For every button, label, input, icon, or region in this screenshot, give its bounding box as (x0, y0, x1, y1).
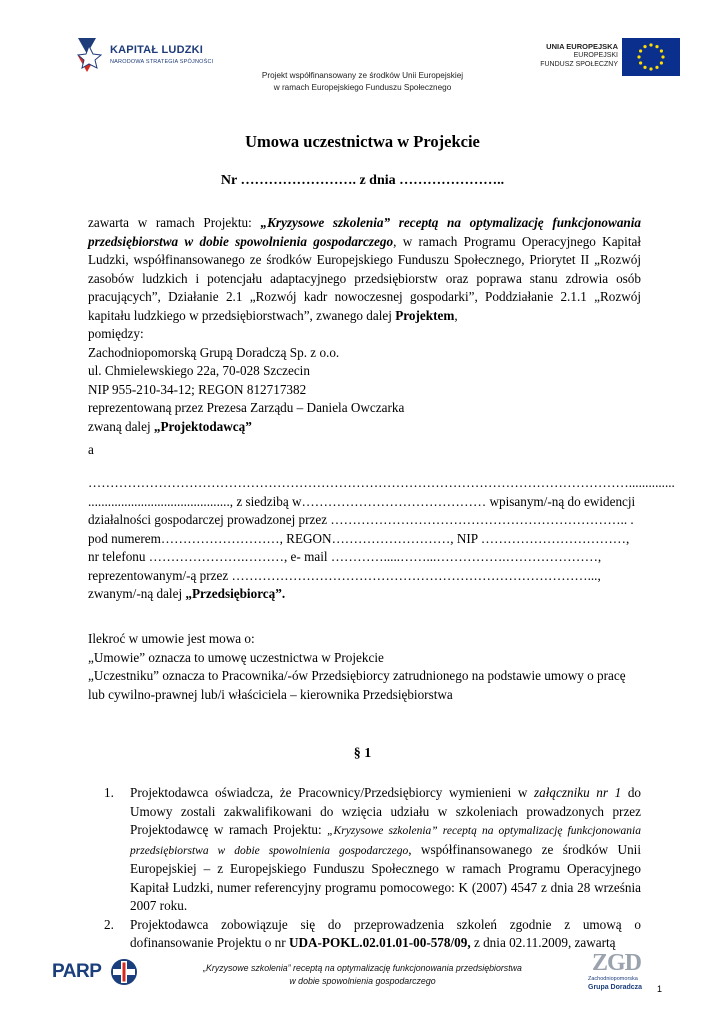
kapital-ludzki-subtitle: NARODOWA STRATEGIA SPÓJNOŚCI (110, 59, 214, 65)
company-representative: reprezentowaną przez Prezesa Zarządu – Daniela Owczarka (88, 400, 405, 415)
item-2-text-a: Projektodawca zobowiązuje się do przeprowadzenia szkoleń zgodnie z umową o dofinansowanie Projektu o nr (130, 916, 641, 950)
intro-text-a: zawarta w ramach Projektu: (88, 215, 261, 230)
fill-line-3: działalności gospodarczej prowadzonej przez ………………………………………………………….. . (88, 512, 634, 527)
kapital-ludzki-star-icon (74, 34, 104, 74)
footer-project-name (170, 962, 555, 988)
parp-emblem-icon (110, 957, 138, 987)
definitions (88, 630, 641, 704)
cofinance-line-2: w ramach Europejskiego Funduszu Społecznego (273, 83, 452, 92)
alias-prefix-2: zwanym/-ną dalej (88, 586, 186, 601)
zgd-line-1: Zachodniopomorska (588, 976, 638, 982)
item-number: 1. (104, 785, 114, 800)
attachment-ref: załączniku nr 1 (534, 785, 622, 800)
section-sign: § 1 (353, 746, 372, 761)
item-1-text-c: , współfinansowanego ze środków Unii Europejskiej – z Europejskiego Funduszu Społecznego w ramach Programu Operacyjnego Kapitał Ludzki, numer referencyjny programu pomocowego: K (2007) 4547 z dnia 28 września 2007 roku. (130, 841, 642, 913)
party-two-fill-in (88, 474, 675, 604)
project-name: „Kryzysowe szkolenia” receptą na optymalizację funkcjonowania przedsiębiorstwa w dobie spowolnienia gospodarczego (88, 215, 642, 249)
parp-text: PARP (52, 961, 102, 982)
section-1-list (88, 784, 641, 953)
definition-uczestnik: „Uczestniku” oznacza to Pracownika/-ów Przedsiębiorcy zatrudnionego na podstawie umowy o pracę lub cywilno-prawnej lub/i właściciela – kierownika Przedsiębiorstwa (88, 668, 626, 702)
fill-line-2: ..........................................., z siedzibą w…………………………………… wpisanym/-ną do ewidencji (88, 493, 636, 509)
item-2-text-b: z dnia 02.11.2009, zawartą (470, 935, 616, 950)
intro-text-b: , w ramach Programu Operacyjnego Kapitał Ludzki, współfinansowanego ze środków Europejskiego Funduszu Społecznego, Priorytet II „Rozwój zasobów ludzkich i potencjału adaptacyjnego przedsiębiorstw oraz poprawa stanu zdrowia osób pracujących”, Działanie 2.1 „Rozwój kadr nowoczesnej gospodarki”, Poddziałanie 2.1.1 „Rozwój kapitału ludzkiego w przedsiębiorstwach”, zwanego dalej (88, 233, 641, 323)
page-number: 1 (657, 984, 663, 994)
fill-line-6: reprezentowanym/-ą przez ………………………………………………………………………..., (88, 567, 601, 583)
list-item (88, 916, 641, 953)
item-1-text-a: Projektodawca oświadcza, że Pracownicy/Przedsiębiorcy wymienieni w (130, 785, 534, 800)
between-label: pomiędzy: (88, 326, 144, 341)
fill-line-5: nr telefonu ………………….………, e- mail ………….....……...…………….…………………, (88, 549, 602, 564)
footer-line-2: w dobie spowolnienia gospodarczego (289, 976, 436, 986)
footer-line-1: „Kryzysowe szkolenia” receptą na optymalizację funkcjonowania przedsiębiorstwa (203, 963, 522, 973)
document-number-line: Nr ……………………. z dnia ………………….. (220, 173, 505, 188)
list-item (88, 784, 641, 916)
definitions-intro: Ilekroć w umowie jest mowa o: (88, 631, 255, 646)
party-two-alias (88, 585, 641, 604)
company-address: ul. Chmielewskiego 22a, 70-028 Szczecin (88, 363, 310, 378)
item-1-text-b: do Umowy zostali zakwalifikowani do wzięcia udziału w szkoleniach prowadzonych przez Projektodawcę w ramach Projektu: (130, 785, 642, 837)
fill-line-1: …………………………………………………………………………………………………………….............. (88, 475, 675, 490)
cofinance-line-1: Projekt współfinansowany ze środków Unii Europejskiej (261, 71, 464, 80)
intro-paragraph (88, 214, 641, 325)
alias-przedsiebiorca: „Przedsiębiorcą”. (185, 586, 286, 601)
eu-line-1: UNIA EUROPEJSKA (546, 42, 618, 51)
contract-number: UDA-POKL.02.01.01-00-578/09, (288, 935, 471, 950)
zgd-mark: ZGD (592, 950, 642, 976)
eu-logo-text (540, 42, 618, 69)
project-term: Projektem (395, 307, 455, 323)
intro-text-end: , (454, 307, 458, 323)
cofinance-note (0, 70, 725, 94)
party-one-alias (88, 418, 641, 437)
party-one (88, 325, 641, 436)
fill-line-4: pod numerem………………………, REGON………………………, NIP ……………………………, (88, 530, 630, 546)
parp-logo (52, 957, 142, 991)
project-name-inline: „Kryzysowe szkolenia” receptą na optymalizację funkcjonowania przedsiębiorstwa w dobie spowolnienia gospodarczego (130, 825, 641, 857)
definition-umowa: „Umowie” oznacza to umowę uczestnictwa w Projekcie (88, 649, 384, 665)
document-title: Umowa uczestnictwa w Projekcie (245, 132, 480, 151)
item-number: 2. (104, 916, 114, 932)
zgd-logo (588, 950, 658, 1000)
eu-line-2: EUROPEJSKI (573, 52, 618, 59)
alias-prefix: zwaną dalej (88, 418, 154, 434)
company-ids: NIP 955-210-34-12; REGON 812717382 (88, 381, 307, 397)
zgd-line-2: Grupa Doradcza (588, 984, 643, 991)
alias-projektodawca: „Projektodawcą” (153, 418, 252, 434)
kapital-ludzki-title: KAPITAŁ LUDZKI (110, 44, 204, 56)
and-label: a (88, 442, 94, 457)
company-name: Zachodniopomorską Grupą Doradczą Sp. z o.o. (88, 344, 340, 360)
eu-line-3: FUNDUSZ SPOŁECZNY (540, 61, 618, 68)
